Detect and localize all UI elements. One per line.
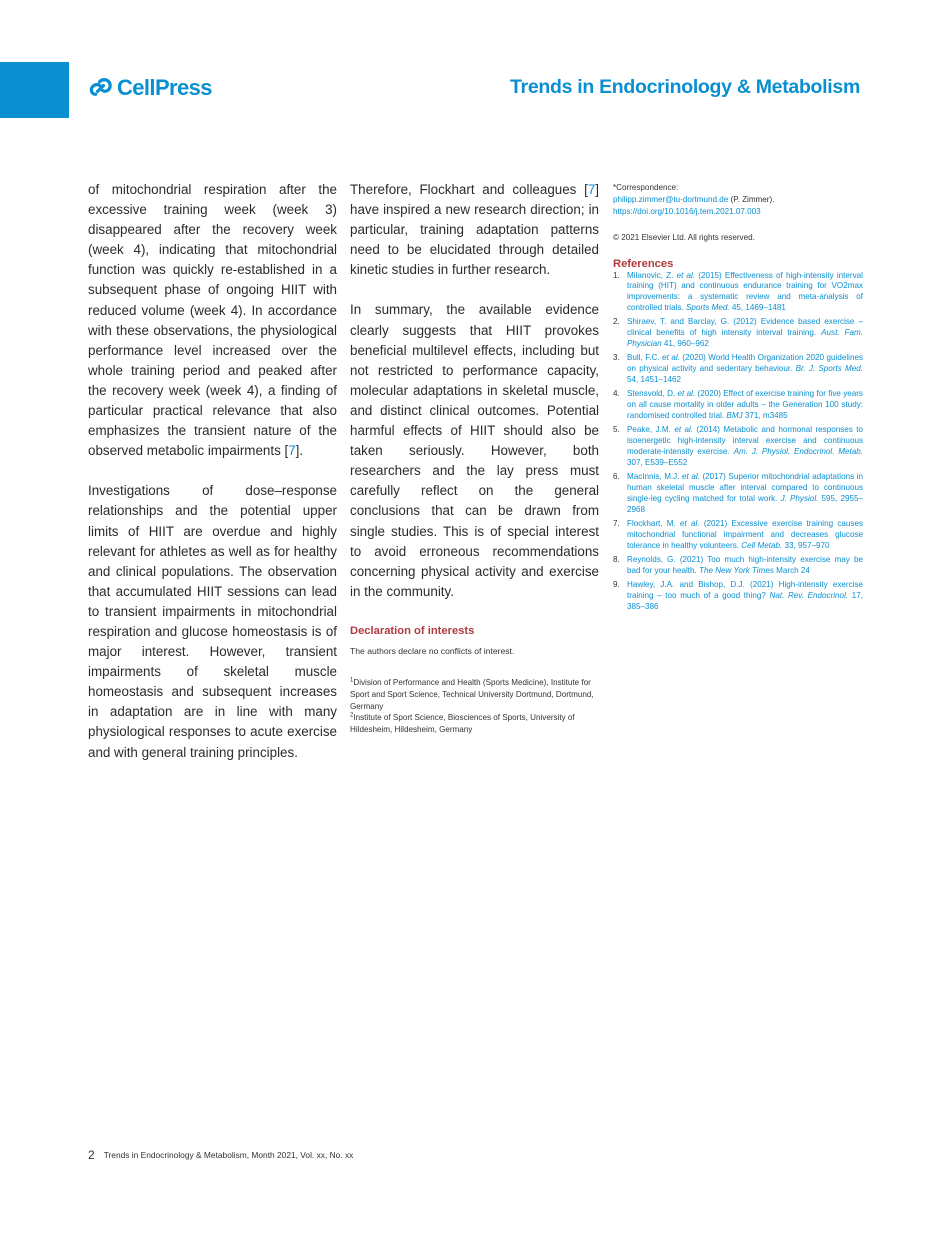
reference-part-i2: The New York Times	[699, 565, 774, 575]
reference-part-i2: Cell Metab.	[741, 540, 783, 550]
reference-number: 7.	[613, 518, 620, 528]
reference-item[interactable]	[613, 317, 863, 349]
col1-p1-text: of mitochondrial respiration after the excessive training week (week 3) disappeared after the recovery week (week 4), indicating that mitochondrial function was quickly re-established in a subsequent phase of ongoing HIIT with reduced volume (week 4). In accordance with these observations, the physiological performance level increased over the whole training period and peaked after the recovery week (week 4), a finding of particular practical relevance that also emphasizes the transient nature of the observed metabolic impairments [	[88, 182, 337, 459]
declaration-heading: Declaration of interests	[350, 624, 475, 637]
reference-part-c: 17, 385–386	[627, 590, 864, 611]
reference-part-b: (2015) Effectiveness of high-intensity interval training (HIT) and continuous endurance training for VO2max improvements: a systematic review and meta-analysis of controlled trials.	[627, 270, 863, 312]
reference-part-i2: Br. J. Sports Med.	[795, 364, 863, 374]
doi-line	[613, 206, 863, 218]
reference-number: 9.	[613, 580, 620, 590]
reference-part-c: 33, 957–970	[782, 540, 830, 550]
reference-part-a: MacInnis, M.J.	[627, 472, 683, 482]
column-3	[613, 180, 863, 616]
reference-part-i2: BMJ	[726, 410, 743, 420]
affiliation-text: Institute of Sport Science, Biosciences of Sports, University of Hildesheim, Hildesheim, Germany	[350, 713, 575, 734]
email-suffix: (P. Zimmer).	[728, 195, 775, 205]
email-link[interactable]: philipp.zimmer@tu-dortmund.de	[613, 195, 729, 205]
reference-part-a: Flockhart, M.	[627, 518, 681, 528]
reference-number: 2.	[613, 317, 620, 327]
reference-part-b: (2020) Effect of exercise training for five years on all cause mortality in older adults – the Generation 100 study: randomised controlled trial.	[627, 389, 863, 420]
reference-part-a: Stensvold, D.	[627, 389, 678, 399]
declaration-text: The authors declare no conflicts of interest.	[350, 645, 515, 656]
affiliation-sup: 2	[350, 712, 354, 719]
column-2	[350, 180, 599, 735]
affiliation-1	[350, 677, 599, 712]
reference-part-i2: Am. J. Physiol. Endocrinol. Metab.	[733, 446, 863, 456]
reference-part-a: Milanovic, Z.	[627, 270, 677, 280]
reference-item[interactable]	[613, 519, 863, 551]
logo-text: CellPress	[117, 75, 212, 100]
reference-part-i2: J. Physiol.	[780, 493, 819, 503]
reference-number: 3.	[613, 353, 620, 363]
page-footer	[88, 1147, 353, 1161]
reference-part-c: 41, 960–962	[661, 338, 709, 348]
col1-p1-end: ].	[295, 443, 304, 459]
reference-item[interactable]	[613, 555, 863, 577]
copyright: © 2021 Elsevier Ltd. All rights reserved.	[613, 232, 755, 242]
reference-number: 6.	[613, 472, 620, 482]
footer-text: Trends in Endocrinology & Metabolism, Month 2021, Vol. xx, No. xx	[103, 1150, 354, 1160]
reference-part-i1: et al.	[676, 270, 696, 280]
affiliation-sup: 1	[350, 677, 354, 684]
reference-part-b: (2014) Metabolic and hormonal responses to isoenergetic high-intensity interval exercise and continuous moderate-intensity exercise.	[627, 425, 863, 456]
col2-p1-start: Therefore, Flockhart and colleagues [	[350, 182, 588, 197]
reference-part-a: Shiraev, T. and Barclay, G. (2012) Evidence based exercise – clinical benefits of high intensity interval training.	[627, 317, 863, 338]
reference-number: 5.	[613, 425, 620, 435]
reference-part-i1: et al.	[682, 472, 700, 482]
col1-paragraph-2: Investigations of dose–response relationships and the potential upper limits of HIIT are overdue and highly relevant for athletes as well as for healthy and clinical populations. The observation that accumulated HIIT sessions can lead to transient impairments in mitochondrial respiration and glucose homeostasis is of major interest. However, transient impairments of skeletal muscle homeostasis and subsequent increases in adaptation are in line with many physiological responses to acute exercise and with general training principles.	[88, 483, 337, 760]
reference-part-i2: Sports Med.	[685, 303, 730, 312]
reference-part-i2: Nat. Rev. Endocrinol.	[769, 590, 849, 600]
reference-list	[613, 271, 863, 613]
page-number: 2	[88, 1148, 95, 1162]
reference-part-a: Hawley, J.A. and Bishop, D.J. (2021) High-intensity exercise training – too much of a good thing?	[627, 580, 863, 600]
reference-part-i1: et al.	[674, 425, 694, 435]
reference-part-c: 595, 2955–2968	[627, 493, 863, 514]
reference-item[interactable]	[613, 472, 863, 515]
reference-part-i1: et al.	[677, 389, 696, 399]
citation-link-7[interactable]: 7	[288, 443, 296, 459]
references-heading: References	[613, 257, 674, 270]
reference-part-c: 371, m3485	[742, 410, 788, 420]
affiliations	[350, 677, 599, 735]
reference-part-a: Reynolds, G. (2021) Too much high-intensity exercise may be bad for your health.	[627, 554, 863, 575]
reference-part-i1: et al.	[662, 353, 680, 363]
reference-item[interactable]	[613, 271, 863, 314]
affiliation-text: Division of Performance and Health (Sports Medicine), Institute for Sport and Sport Science, Technical University Dortmund, Dortmund, Germany	[350, 678, 594, 711]
reference-part-a: Bull, F.C.	[627, 353, 663, 363]
reference-number: 8.	[613, 554, 620, 564]
header-blue-tab	[0, 62, 69, 118]
correspondence-email-line	[613, 194, 863, 206]
correspondence	[613, 182, 863, 219]
reference-part-c: 45, 1469–1481	[729, 303, 786, 312]
reference-part-a: Peake, J.M.	[627, 425, 675, 435]
col2-paragraph-2: In summary, the available evidence clearly suggests that HIIT provokes beneficial multilevel effects, including but not restricted to performance capacity, molecular adaptations in skeletal muscle, and distinct clinical outcomes. Potential harmful effects of HIIT should also be taken seriously. However, both researchers and the lay press must carefully reflect on the general conclusions that can be drawn from single studies. This is of special interest to avoid erroneous recommendations concerning physical activity and exercise in the community.	[350, 302, 599, 599]
doi-link[interactable]: https://doi.org/10.1016/j.tem.2021.07.003	[613, 207, 761, 217]
affiliation-2	[350, 712, 599, 735]
cellpress-logo[interactable]	[87, 73, 212, 103]
reference-part-c: 307, E539–E552	[627, 457, 688, 467]
reference-part-i1: et al.	[680, 518, 700, 528]
reference-item[interactable]	[613, 389, 863, 421]
col2-paragraph-1	[350, 180, 599, 280]
reference-number: 1.	[613, 270, 620, 280]
col1-paragraph-1	[88, 180, 337, 461]
reference-item[interactable]	[613, 353, 863, 385]
reference-part-c: March 24	[773, 565, 810, 575]
reference-part-i2: Aust. Fam. Physician	[627, 328, 863, 348]
cellpress-logo-icon	[87, 75, 114, 102]
reference-part-c: 54, 1451–1462	[627, 374, 682, 384]
reference-number: 4.	[613, 389, 620, 399]
reference-part-b: (2020) World Health Organization 2020 guidelines on physical activity and sedentary behaviour.	[627, 353, 863, 374]
reference-part-b: (2021) Excessive exercise training causes mitochondrial functional impairment and decreases glucose tolerance in healthy volunteers.	[627, 518, 863, 550]
reference-item[interactable]	[613, 580, 863, 612]
reference-item[interactable]	[613, 425, 863, 468]
journal-title: Trends in Endocrinology & Metabolism	[510, 76, 860, 98]
correspondence-label: *Correspondence:	[613, 183, 679, 192]
reference-part-b: (2017) Superior mitochondrial adaptations in human skeletal muscle after interval compared to continuous single-leg cycling matched for total work.	[627, 472, 863, 503]
column-1	[88, 180, 337, 763]
citation-link-7[interactable]: 7	[587, 182, 596, 197]
col2-p1-rest: ] have inspired a new research direction; in particular, training adaptation patterns need to be elucidated through detailed kinetic studies in further research.	[350, 182, 599, 278]
